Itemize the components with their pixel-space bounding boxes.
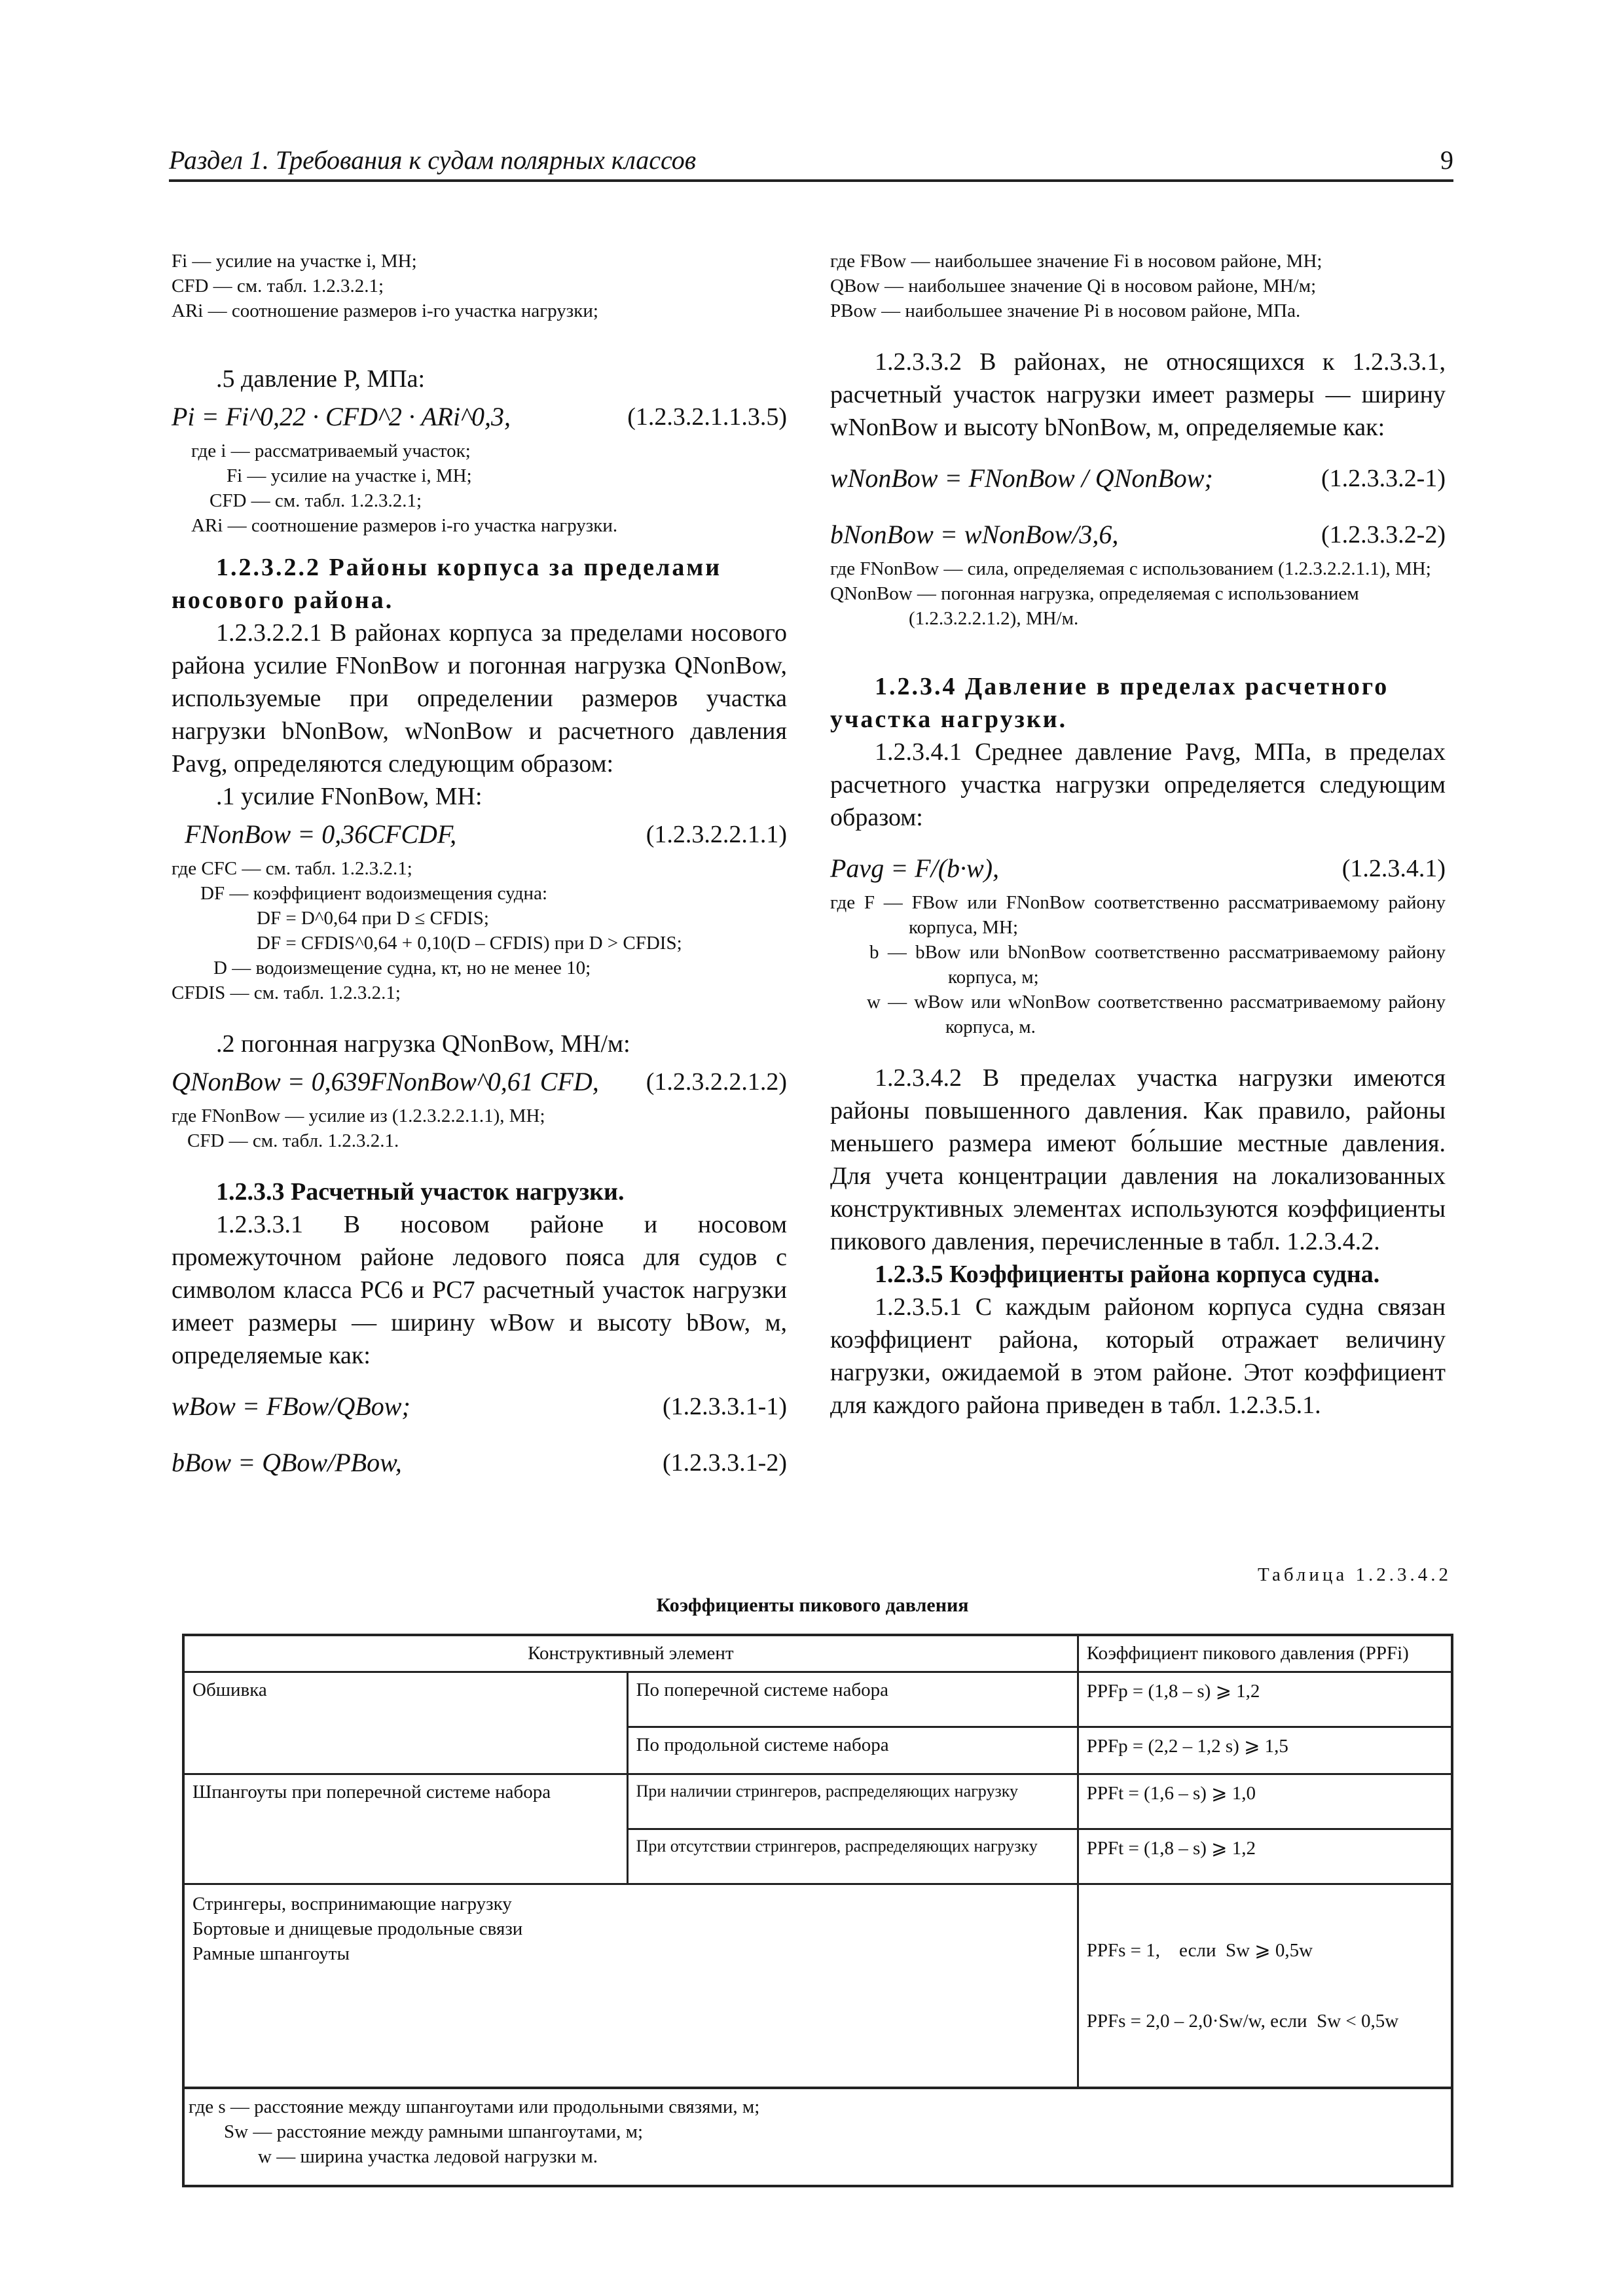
definition-line: QBow — наибольшее значение Qi в носовом районе, МН/м; <box>830 276 1317 296</box>
definition-line: Fi — усилие на участке i, МН; <box>172 251 417 272</box>
cell-system: При наличии стрингеров, распределяющих нагрузку <box>627 1774 1078 1829</box>
header-coefficient: Коэффициент пикового давления (PPFi) <box>1078 1635 1452 1672</box>
paragraph-1-2-3-3-2: 1.2.3.3.2 В районах, не относящихся к 1.2.3.3.1, расчетный участок нагрузки имеет размеры — ширину wNonBow и высоту bNonBow, м, определяемые как: <box>830 348 1446 441</box>
definition-line: Fi — усилие на участке i, МН; <box>227 465 472 486</box>
definition-line: где FNonBow — усилие из (1.2.3.2.2.1.1), МН; <box>172 1105 545 1126</box>
definition-line: PBow — наибольшее значение Pi в носовом районе, МПа. <box>830 300 1301 321</box>
element-line: Стрингеры, воспринимающие нагрузку <box>192 1893 512 1914</box>
definitions-P <box>172 439 787 538</box>
definitions-F <box>172 856 787 1005</box>
table-notes <box>183 2088 1452 2186</box>
definition-line: ARi — соотношение размеров i-го участка нагрузки. <box>191 515 618 536</box>
heading-1-2-3-4: 1.2.3.4 Давление в пределах расчетного участка нагрузки. <box>830 673 1389 733</box>
cell-element <box>183 1884 1078 2089</box>
formula-F-nonbow <box>172 813 787 856</box>
definitions-top <box>172 249 787 323</box>
definitions-nonbow <box>830 556 1446 631</box>
formula-w-nonbow <box>830 457 1446 500</box>
definition-line: DF — коэффициент водоизмещения судна: <box>200 883 548 904</box>
coefficient-line: PPFs = 2,0 – 2,0·Sw/w, если Sw < 0,5w <box>1086 2011 1399 2032</box>
cell-coefficient <box>1078 1884 1452 2089</box>
coefficient-line: PPFs = 1, если Sw ⩾ 0,5w <box>1086 1940 1313 1961</box>
cell-coefficient: PPFp = (1,8 – s) ⩾ 1,2 <box>1078 1672 1452 1727</box>
page-number: 9 <box>1440 145 1453 175</box>
element-line: Бортовые и днищевые продольные связи <box>192 1918 523 1939</box>
paragraph-1-2-3-4-2: 1.2.3.4.2 В пределах участка нагрузки имеются районы повышенного давления. Как правило, районы меньшего размера имеют бо́льшие местные давления. Для учета концентрации давления на локализованных конструктивных элементах используются коэффициенты пикового давления, перечисленные в табл. 1.2.3.4.2. <box>830 1064 1446 1255</box>
formula-number: (1.2.3.2.2.1.1) <box>646 821 787 848</box>
paragraph-1-2-3-5-1: 1.2.3.5.1 С каждым районом корпуса судна связан коэффициент района, который отражает величину нагрузки, ожидаемой в этом районе. Этот коэффициент для каждого района приведен в табл. 1.2.3.5.1. <box>830 1293 1446 1419</box>
heading-1-2-3-3: 1.2.3.3 Расчетный участок нагрузки. <box>216 1178 625 1206</box>
definitions-bow <box>830 249 1446 323</box>
definition-line: где i — рассматриваемый участок; <box>191 440 471 461</box>
cell-element: Шпангоуты при поперечной системе набора <box>183 1774 627 1884</box>
definition-line: CFD — см. табл. 1.2.3.2.1; <box>210 490 422 511</box>
definition-line: где FNonBow — сила, определяемая с использованием (1.2.3.2.2.1.1), МН; <box>830 558 1431 579</box>
table-notes-row <box>183 2088 1452 2186</box>
cell-coefficient: PPFt = (1,6 – s) ⩾ 1,0 <box>1078 1774 1452 1829</box>
paragraph-1-2-3-2-2-1: 1.2.3.2.2.1 В районах корпуса за пределами носового района усилие FNonBow и погонная нагрузка QNonBow, используемые при определении размеров участка нагрузки bNonBow, wNonBow и расчетного давления Pavg, определяются следующим образом: <box>172 619 787 778</box>
table-row <box>183 1884 1452 2089</box>
definition-line: QNonBow — погонная нагрузка, определяемая с использованием (1.2.3.2.2.1.2), МН/м. <box>830 583 1359 629</box>
section-title: Раздел 1. Требования к судам полярных классов <box>169 145 697 175</box>
formula-P <box>172 395 787 439</box>
table-header-row <box>183 1635 1452 1672</box>
definition-line: где CFC — см. табл. 1.2.3.2.1; <box>172 858 412 879</box>
table-title: Коэффициенты пикового давления <box>656 1594 969 1616</box>
formula-expression: wNonBow = FNonBow / QNonBow; <box>830 463 1213 493</box>
paragraph-1-2-3-3-1: 1.2.3.3.1 В носовом районе и носовом промежуточном районе ледового пояса для судов с символом класса PC6 и PC7 расчетный участок нагрузки имеет размеры — ширину wBow и высоту bBow, м, определяемые как: <box>172 1211 787 1369</box>
definitions-P-avg <box>830 890 1446 1039</box>
definition-line: w — wBow или wNonBow соответственно рассматриваемому району корпуса, м. <box>867 992 1446 1037</box>
cell-system: По продольной системе набора <box>627 1727 1078 1774</box>
definition-line: CFD — см. табл. 1.2.3.2.1. <box>187 1130 399 1151</box>
table-row <box>183 1672 1452 1727</box>
formula-number: (1.2.3.3.1-1) <box>663 1393 787 1420</box>
definition-line: где F — FBow или FNonBow соответственно рассматриваемому району корпуса, МН; <box>830 892 1446 938</box>
formula-number: (1.2.3.3.2-2) <box>1321 521 1446 548</box>
formula-b-nonbow <box>830 513 1446 556</box>
formula-number: (1.2.3.2.1.1.3.5) <box>627 403 787 431</box>
definition-line: CFD — см. табл. 1.2.3.2.1; <box>172 276 384 296</box>
definition-line: D — водоизмещение судна, кт, но не менее 10; <box>213 958 591 978</box>
item-2-title: .2 погонная нагрузка QNonBow, МН/м: <box>216 1030 630 1058</box>
note-line: Sw — расстояние между рамными шпангоутами, м; <box>224 2121 644 2142</box>
formula-expression: QNonBow = 0,639FNonBow^0,61 CFD, <box>172 1067 599 1096</box>
cell-system: При отсутствии стрингеров, распределяющих нагрузку <box>627 1829 1078 1884</box>
note-line: w — ширина участка ледовой нагрузки м. <box>258 2146 598 2167</box>
formula-expression: wBow = FBow/QBow; <box>172 1391 410 1421</box>
formula-b-bow <box>172 1441 787 1484</box>
formula-expression: FNonBow = 0,36CFCDF, <box>185 819 457 849</box>
peak-pressure-table <box>182 1634 1453 2187</box>
page-header <box>169 143 1453 182</box>
heading-1-2-3-2-2: 1.2.3.2.2 Районы корпуса за пределами носового района. <box>172 554 722 614</box>
table-row <box>183 1774 1452 1829</box>
definition-line: DF = CFDIS^0,64 + 0,10(D – CFDIS) при D > CFDIS; <box>257 933 682 954</box>
cell-system: По поперечной системе набора <box>627 1672 1078 1727</box>
element-line: Рамные шпангоуты <box>192 1943 350 1964</box>
note-line: где s — расстояние между шпангоутами или продольными связями, м; <box>189 2096 760 2117</box>
formula-number: (1.2.3.2.2.1.2) <box>646 1068 787 1096</box>
definition-line: CFDIS — см. табл. 1.2.3.2.1; <box>172 982 401 1003</box>
formula-expression: Pi = Fi^0,22 · CFD^2 · ARi^0,3, <box>172 402 511 431</box>
header-element: Конструктивный элемент <box>183 1635 1078 1672</box>
item-1-title: .1 усилие FNonBow, МН: <box>216 783 483 810</box>
item-5-title: .5 давление P, МПа: <box>216 365 426 393</box>
formula-number: (1.2.3.4.1) <box>1341 855 1446 882</box>
cell-coefficient: PPFp = (2,2 – 1,2 s) ⩾ 1,5 <box>1078 1727 1452 1774</box>
formula-w-bow <box>172 1385 787 1428</box>
right-column <box>830 249 1446 1422</box>
definitions-Q <box>172 1103 787 1153</box>
formula-number: (1.2.3.3.1-2) <box>663 1449 787 1477</box>
formula-expression: bNonBow = wNonBow/3,6, <box>830 520 1119 549</box>
cell-coefficient: PPFt = (1,8 – s) ⩾ 1,2 <box>1078 1829 1452 1884</box>
formula-number: (1.2.3.3.2-1) <box>1321 465 1446 492</box>
formula-expression: Pavg = F/(b·w), <box>830 853 1000 883</box>
formula-Q-nonbow <box>172 1060 787 1103</box>
definition-line: b — bBow или bNonBow соответственно рассматриваемому району корпуса, м; <box>869 942 1446 988</box>
formula-P-avg <box>830 847 1446 890</box>
formula-expression: bBow = QBow/PBow, <box>172 1448 402 1477</box>
definition-line: где FBow — наибольшее значение Fi в носовом районе, МН; <box>830 251 1322 272</box>
paragraph-1-2-3-4-1: 1.2.3.4.1 Среднее давление Pavg, МПа, в пределах расчетного участка нагрузки определяется следующим образом: <box>830 738 1446 831</box>
table-label: Таблица 1.2.3.4.2 <box>1257 1564 1451 1585</box>
left-column <box>172 249 787 1484</box>
heading-1-2-3-5: 1.2.3.5 Коэффициенты района корпуса судна. <box>875 1261 1380 1288</box>
cell-element: Обшивка <box>183 1672 627 1774</box>
definition-line: ARi — соотношение размеров i-го участка нагрузки; <box>172 300 598 321</box>
definition-line: DF = D^0,64 при D ≤ CFDIS; <box>257 908 489 929</box>
